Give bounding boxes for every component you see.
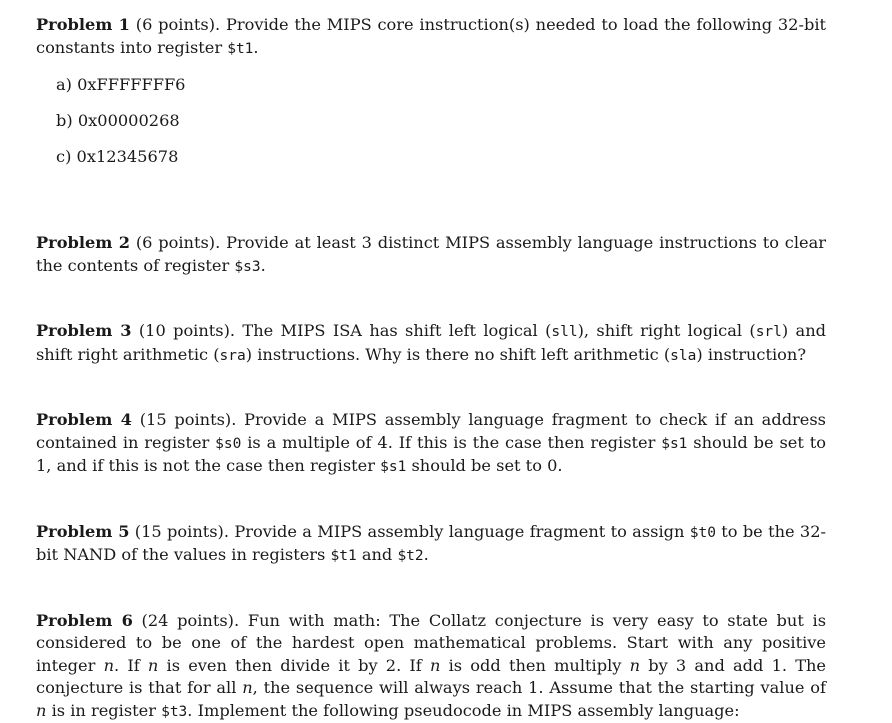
- math-n: n: [36, 701, 46, 720]
- code-sla: sla: [670, 348, 696, 364]
- problem-1-constants-list: [36, 74, 826, 168]
- problem-4: Problem 4 (15 points). Provide a MIPS assembly language fragment to check if an address contained in register $s0 is a multiple of 4. If this is the case then register $s1 should be set to 1, and if this is not the case then register $s1 should be set to 0.: [36, 409, 826, 479]
- math-n: n: [630, 656, 640, 675]
- problem-6: Problem 6 (24 points). Fun with math: The Collatz conjecture is very easy to state but is considered to be one of the hardest open mathematical problems. Start with any positive integer n. If n is even then divide it by 2. If n is odd then multiply n by 3 and add 1. The conjecture is that for all n, the sequence will always reach 1. Assume that the starting value of n is in register $t3. Implement the following pseudocode in MIPS assembly language:: [36, 610, 826, 723]
- math-n: n: [242, 678, 252, 697]
- document-page: [36, 14, 826, 723]
- problem-1-label: Problem 1: [36, 15, 130, 34]
- problem-1-points: (6 points).: [136, 15, 220, 34]
- constant-item-b: b) 0x00000268: [56, 110, 826, 132]
- problem-1-text: Provide the MIPS core instruction(s) needed to load the following 32-bit constants into register: [36, 15, 826, 57]
- problem-4-points: (15 points).: [140, 410, 237, 429]
- constant-value: 0xFFFFFFF6: [77, 75, 185, 94]
- constant-value: 0x00000268: [78, 111, 180, 130]
- problem-6-label: Problem 6: [36, 611, 133, 630]
- problem-2-register: $s3: [234, 259, 260, 275]
- problem-2-points: (6 points).: [136, 233, 220, 252]
- code-sll: sll: [551, 324, 577, 340]
- register-t0: $t0: [690, 525, 716, 541]
- register-t3: $t3: [161, 704, 187, 720]
- problem-1: Problem 1 (6 points). Provide the MIPS core instruction(s) needed to load the following 32-bit constants into register $t1.: [36, 14, 826, 60]
- register-s1: $s1: [661, 436, 687, 452]
- code-srl: srl: [756, 324, 782, 340]
- problem-5-points: (15 points).: [135, 522, 229, 541]
- math-n: n: [104, 656, 114, 675]
- constant-item-c: c) 0x12345678: [56, 146, 826, 168]
- problem-3-label: Problem 3: [36, 321, 131, 340]
- math-n: n: [430, 656, 440, 675]
- problem-2-text: Provide at least 3 distinct MIPS assembly language instructions to clear the contents of register: [36, 233, 826, 275]
- problem-5-label: Problem 5: [36, 522, 129, 541]
- constant-value: 0x12345678: [77, 147, 179, 166]
- problem-3: Problem 3 (10 points). The MIPS ISA has shift left logical (sll), shift right logical (srl) and shift right arithmetic (sra) instructions. Why is there no shift left arithmetic (sla) instruction?: [36, 320, 826, 367]
- problem-2: Problem 2 (6 points). Provide at least 3 distinct MIPS assembly language instructions to clear the contents of register $s3.: [36, 232, 826, 278]
- problem-3-points: (10 points).: [139, 321, 235, 340]
- problem-1-register: $t1: [227, 41, 253, 57]
- problem-2-label: Problem 2: [36, 233, 130, 252]
- register-t2: $t2: [397, 548, 423, 564]
- constant-item-a: a) 0xFFFFFFF6: [56, 74, 826, 96]
- code-sra: sra: [220, 348, 246, 364]
- problem-6-points: (24 points).: [142, 611, 240, 630]
- register-t1: $t1: [331, 548, 357, 564]
- problem-4-label: Problem 4: [36, 410, 132, 429]
- problem-5: Problem 5 (15 points). Provide a MIPS assembly language fragment to assign $t0 to be the 32-bit NAND of the values in registers $t1 and $t2.: [36, 521, 826, 568]
- register-s1: $s1: [380, 459, 406, 475]
- register-s0: $s0: [215, 436, 241, 452]
- math-n: n: [148, 656, 158, 675]
